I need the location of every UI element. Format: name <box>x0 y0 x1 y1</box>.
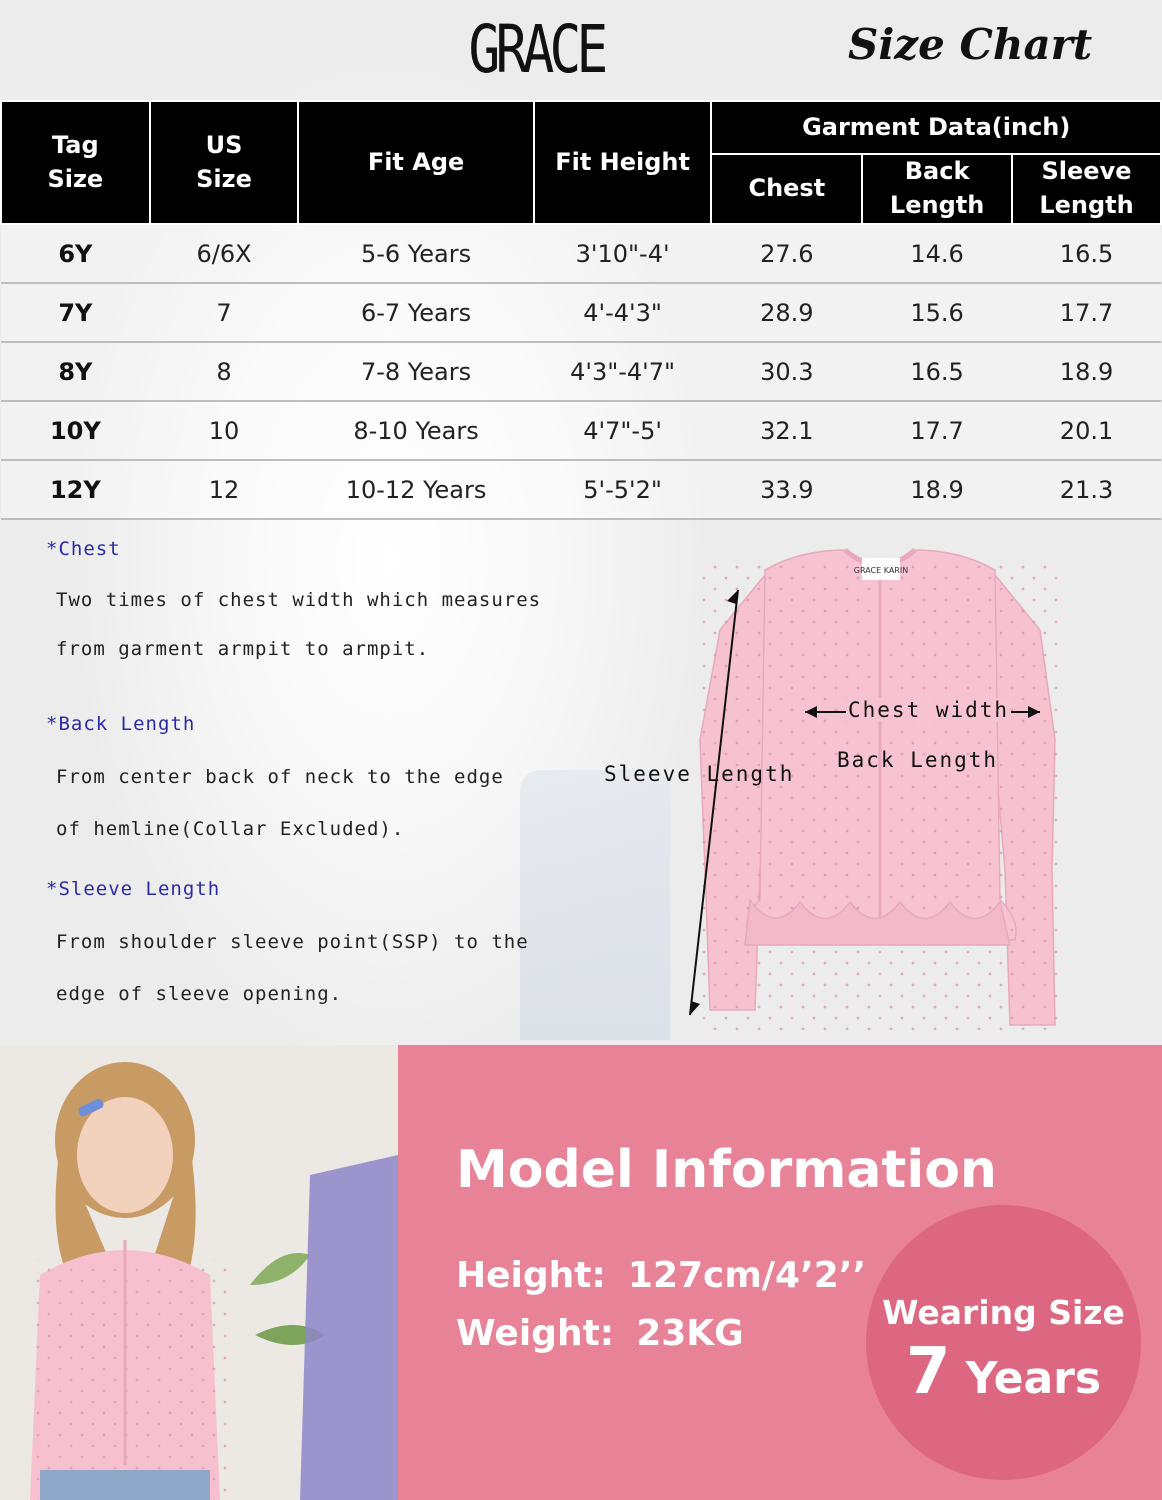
us-size-cell: 10 <box>150 401 299 460</box>
us-size-cell: 12 <box>150 460 299 519</box>
cardigan-illustration <box>600 540 1160 1040</box>
size-table <box>0 100 1162 520</box>
fit-age-cell: 8-10 Years <box>298 401 533 460</box>
fit-age-cell: 5-6 Years <box>298 224 533 283</box>
chest-cell: 33.9 <box>711 460 862 519</box>
chest-width-label: Chest width <box>848 698 1010 722</box>
note-title: *Chest <box>46 538 121 560</box>
fit-height-cell: 4'3"-4'7" <box>534 342 712 401</box>
note-title: *Back Length <box>46 713 196 735</box>
fit-age-cell: 7-8 Years <box>298 342 533 401</box>
sleeve-length-cell: 20.1 <box>1012 401 1161 460</box>
sleeve-length-cell: 18.9 <box>1012 342 1161 401</box>
fit-height-cell: 3'10"-4' <box>534 224 712 283</box>
note-text: Two times of chest width which measures <box>56 589 542 611</box>
wearing-size-value <box>866 1335 1141 1409</box>
note-text: edge of sleeve opening. <box>56 983 343 1005</box>
tag-size-cell: 6Y <box>1 224 150 283</box>
weight-value: 23KG <box>636 1313 744 1354</box>
measurement-notes <box>46 538 546 1020</box>
table-row <box>1 224 1161 283</box>
tag-size-cell: 12Y <box>1 460 150 519</box>
back-length-cell: 14.6 <box>862 224 1012 283</box>
model-photo-drawing <box>0 1045 398 1500</box>
sleeve-length-cell: 16.5 <box>1012 224 1161 283</box>
height-label: Height: <box>456 1255 606 1296</box>
garment-logo-text: GRACE KARIN <box>853 566 909 575</box>
header-tag-size: Tag Size <box>1 101 150 224</box>
tag-size-cell: 10Y <box>1 401 150 460</box>
header-back-length: Back Length <box>862 154 1012 224</box>
back-length-cell: 18.9 <box>862 460 1012 519</box>
chest-cell: 30.3 <box>711 342 862 401</box>
model-info-title: Model Information <box>456 1140 997 1200</box>
note-chest <box>46 538 546 713</box>
sleeve-length-label: Sleeve Length <box>604 762 795 786</box>
height-value: 127cm/4’2’’ <box>627 1255 867 1296</box>
us-size-cell: 8 <box>150 342 299 401</box>
header-us-size: US Size <box>150 101 299 224</box>
header-garment-data: Garment Data(inch) <box>711 101 1161 154</box>
cardigan-drawing <box>600 540 1160 1040</box>
table-row <box>1 460 1161 519</box>
note-text: from garment armpit to armpit. <box>56 638 430 660</box>
wearing-size-unit: Years <box>965 1353 1102 1404</box>
header-fit-age: Fit Age <box>298 101 533 224</box>
table-row <box>1 342 1161 401</box>
chest-cell: 28.9 <box>711 283 862 342</box>
wearing-size-label: Wearing Size <box>882 1293 1125 1332</box>
sleeve-length-cell: 17.7 <box>1012 283 1161 342</box>
table-row <box>1 283 1161 342</box>
us-size-cell: 7 <box>150 283 299 342</box>
weight-label: Weight: <box>456 1313 615 1354</box>
model-section <box>0 1045 1162 1500</box>
note-back-length <box>46 713 546 878</box>
back-length-cell: 17.7 <box>862 401 1012 460</box>
brand-logo: GRACE <box>468 11 604 88</box>
wearing-size-badge <box>866 1205 1141 1480</box>
back-length-label: Back Length <box>837 748 999 772</box>
tag-size-cell: 8Y <box>1 342 150 401</box>
us-size-cell: 6/6X <box>150 224 299 283</box>
note-text: From center back of neck to the edge <box>56 766 504 788</box>
page-title: Size Chart <box>848 20 1093 69</box>
note-title: *Sleeve Length <box>46 878 221 900</box>
note-sleeve-length <box>46 878 546 1020</box>
note-text: of hemline(Collar Excluded). <box>56 818 405 840</box>
model-weight <box>456 1313 744 1354</box>
fit-age-cell: 10-12 Years <box>298 460 533 519</box>
header-fit-height: Fit Height <box>534 101 712 224</box>
model-info-panel <box>398 1045 1162 1500</box>
fit-height-cell: 4'-4'3" <box>534 283 712 342</box>
chest-cell: 27.6 <box>711 224 862 283</box>
fit-height-cell: 5'-5'2" <box>534 460 712 519</box>
fit-height-cell: 4'7"-5' <box>534 401 712 460</box>
header-sleeve-length: Sleeve Length <box>1012 154 1161 224</box>
table-row <box>1 401 1161 460</box>
tag-size-cell: 7Y <box>1 283 150 342</box>
fit-age-cell: 6-7 Years <box>298 283 533 342</box>
chest-cell: 32.1 <box>711 401 862 460</box>
header-chest: Chest <box>711 154 862 224</box>
sleeve-length-cell: 21.3 <box>1012 460 1161 519</box>
back-length-cell: 16.5 <box>862 342 1012 401</box>
note-text: From shoulder sleeve point(SSP) to the <box>56 931 529 953</box>
model-height <box>456 1255 866 1296</box>
model-photo <box>0 1045 398 1500</box>
wearing-size-number: 7 <box>905 1335 951 1409</box>
back-length-cell: 15.6 <box>862 283 1012 342</box>
